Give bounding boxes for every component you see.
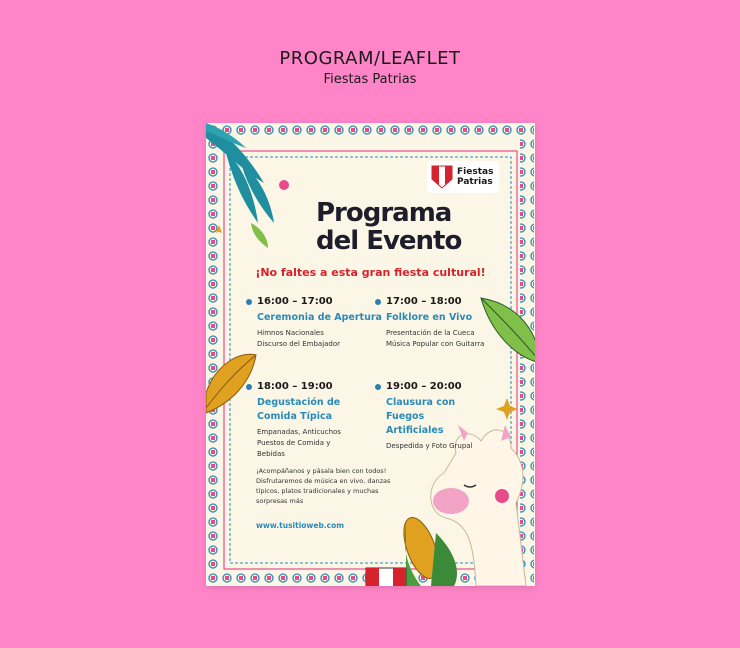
fiestas-patrias-badge <box>427 161 499 193</box>
bullet-icon <box>246 299 252 305</box>
leaflet <box>206 123 535 586</box>
event-title: Programa del Evento <box>316 198 462 256</box>
event-details: Himnos Nacionales Discurso del Embajador <box>257 329 341 348</box>
event-description: ¡Acompáñanos y pásala bien con todos! Disfrutaremos de música en vivo, danzas típicos, platos tradicionales y muchas sorpresas más <box>256 467 391 505</box>
header-title: PROGRAM/LEAFLET <box>279 48 461 69</box>
bullet-icon <box>246 384 252 390</box>
event-details: Despedida y Foto Grupal <box>386 442 473 450</box>
event-item <box>386 381 481 452</box>
event-name: Folklore en Vivo <box>386 312 473 323</box>
bullet-icon <box>375 384 381 390</box>
event-subtitle: ¡No faltes a esta gran fiesta cultural! <box>255 266 486 279</box>
event-details: Empanadas, Anticuchos Puestos de Comida y Bebidas <box>257 428 341 458</box>
shield-flag-icon <box>431 165 453 189</box>
event-name: Ceremonia de Apertura <box>257 312 382 323</box>
event-time: 17:00 – 18:00 <box>386 296 462 307</box>
event-item <box>257 296 387 350</box>
event-name: Degustación de Comida Típica <box>257 397 341 422</box>
event-details: Presentación de la Cueca Música Popular con Guitarra <box>386 329 485 348</box>
badge-text: Fiestas Patrias <box>457 167 494 187</box>
event-name: Clausura con Fuegos Artificiales <box>386 397 456 436</box>
page-header <box>0 48 740 87</box>
event-time: 18:00 – 19:00 <box>257 381 333 392</box>
bullet-icon <box>375 299 381 305</box>
event-time: 19:00 – 20:00 <box>386 381 462 392</box>
event-item <box>386 296 516 350</box>
event-time: 16:00 – 17:00 <box>257 296 333 307</box>
website-link[interactable]: www.tusitioweb.com <box>256 521 345 530</box>
peru-flag-icon <box>366 568 406 586</box>
header-subtitle: Fiestas Patrias <box>323 72 417 87</box>
event-item <box>257 381 352 460</box>
